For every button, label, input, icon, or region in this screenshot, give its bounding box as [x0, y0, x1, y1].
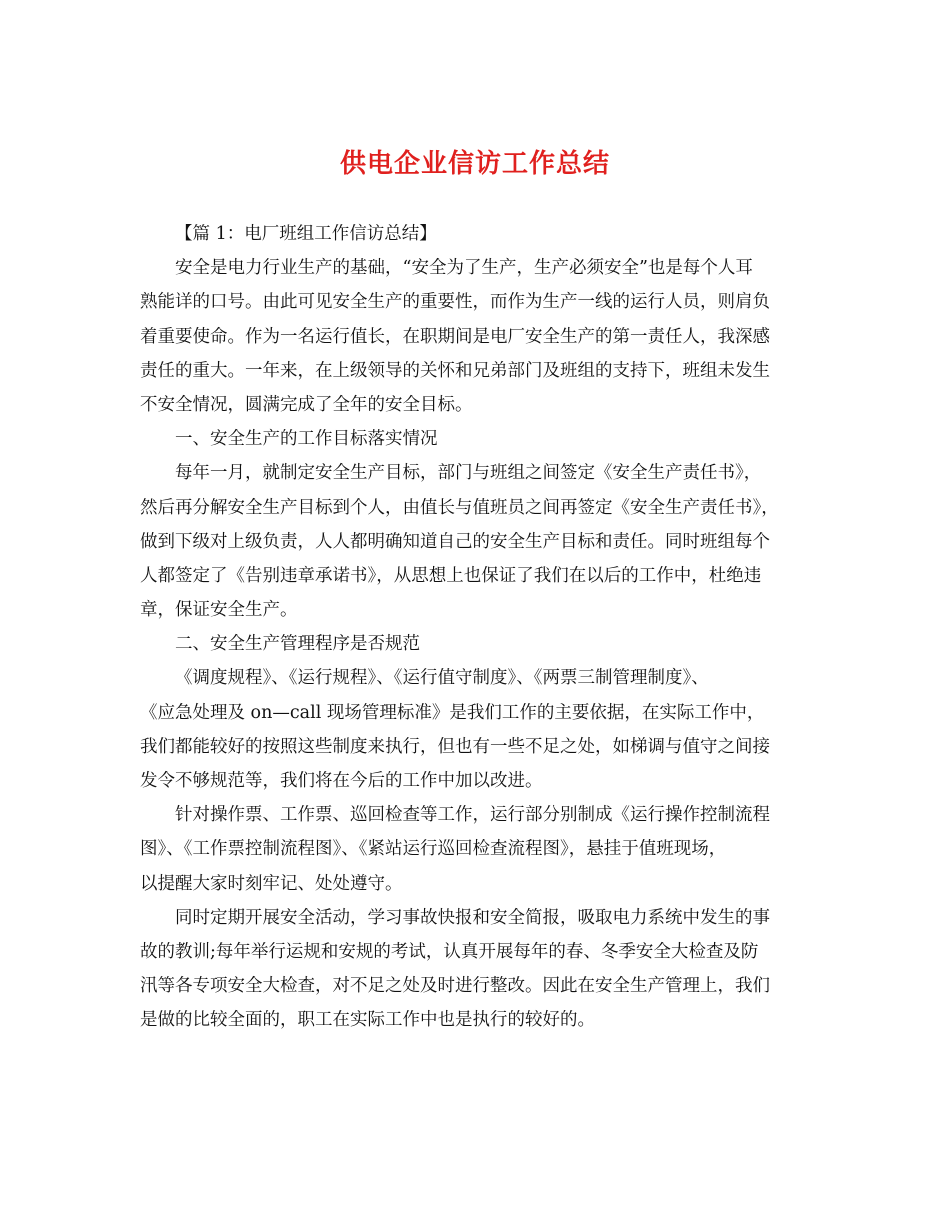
text-line: 以提醒大家时刻牢记、处处遵守。 [140, 873, 403, 894]
text-line: 是做的比较全面的，职工在实际工作中也是执行的较好的。 [140, 1010, 595, 1031]
text-line: 我们都能较好的按照这些制度来执行，但也有一些不足之处，如梯调与值守之间接 [140, 736, 770, 757]
text-line: 做到下级对上级负责，人人都明确知道自己的安全生产目标和责任。同时班组每个 [140, 531, 770, 552]
text-line: 熟能详的口号。由此可见安全生产的重要性，而作为生产一线的运行人员，则肩负 [140, 292, 770, 313]
text-line: 《应急处理及 on—call 现场管理标准》是我们工作的主要依据，在实际工作中， [140, 702, 765, 723]
text-line: 安全是电力行业生产的基础，“安全为了生产，生产必须安全”也是每个人耳 [175, 258, 753, 279]
text-line: 《调度规程》、《运行规程》、《运行值守制度》、《两票三制管理制度》、 [175, 668, 709, 689]
text-line: 章，保证安全生产。 [140, 600, 298, 621]
document-body [140, 217, 812, 1038]
text-line: 二、安全生产管理程序是否规范 [175, 634, 420, 655]
text-line: 【篇 1：电厂班组工作信访总结】 [175, 224, 437, 244]
text-line: 汛等各专项安全大检查，对不足之处及时进行整改。因此在安全生产管理上，我们 [140, 976, 770, 997]
document-title: 供电企业信访工作总结 [339, 149, 610, 179]
text-line: 针对操作票、工作票、巡回检查等工作，运行部分别制成《运行操作控制流程 [175, 805, 770, 826]
text-line: 然后再分解安全生产目标到个人，由值长与值班员之间再签定《安全生产责任书》， [140, 497, 779, 518]
text-line: 同时定期开展安全活动，学习事故快报和安全简报，吸取电力系统中发生的事 [175, 907, 770, 928]
text-line: 人都签定了《告别违章承诺书》，从思想上也保证了我们在以后的工作中，杜绝违 [140, 565, 762, 586]
text-line: 图》、《工作票控制流程图》、《紧站运行巡回检查流程图》，悬挂于值班现场， [140, 839, 727, 860]
text-line: 责任的重大。一年来，在上级领导的关怀和兄弟部门及班组的支持下，班组未发生 [140, 360, 770, 381]
text-line: 故的教训;每年举行运规和安规的考试，认真开展每年的春、冬季安全大检查及防 [140, 941, 759, 962]
text-line: 着重要使命。作为一名运行值长，在职期间是电厂安全生产的第一责任人，我深感 [140, 326, 770, 347]
text-line: 一、安全生产的工作目标落实情况 [175, 429, 438, 450]
text-line: 每年一月，就制定安全生产目标，部门与班组之间签定《安全生产责任书》， [175, 463, 762, 484]
text-line: 不安全情况，圆满完成了全年的安全目标。 [140, 394, 473, 415]
text-line: 发令不够规范等，我们将在今后的工作中加以改进。 [140, 771, 543, 791]
